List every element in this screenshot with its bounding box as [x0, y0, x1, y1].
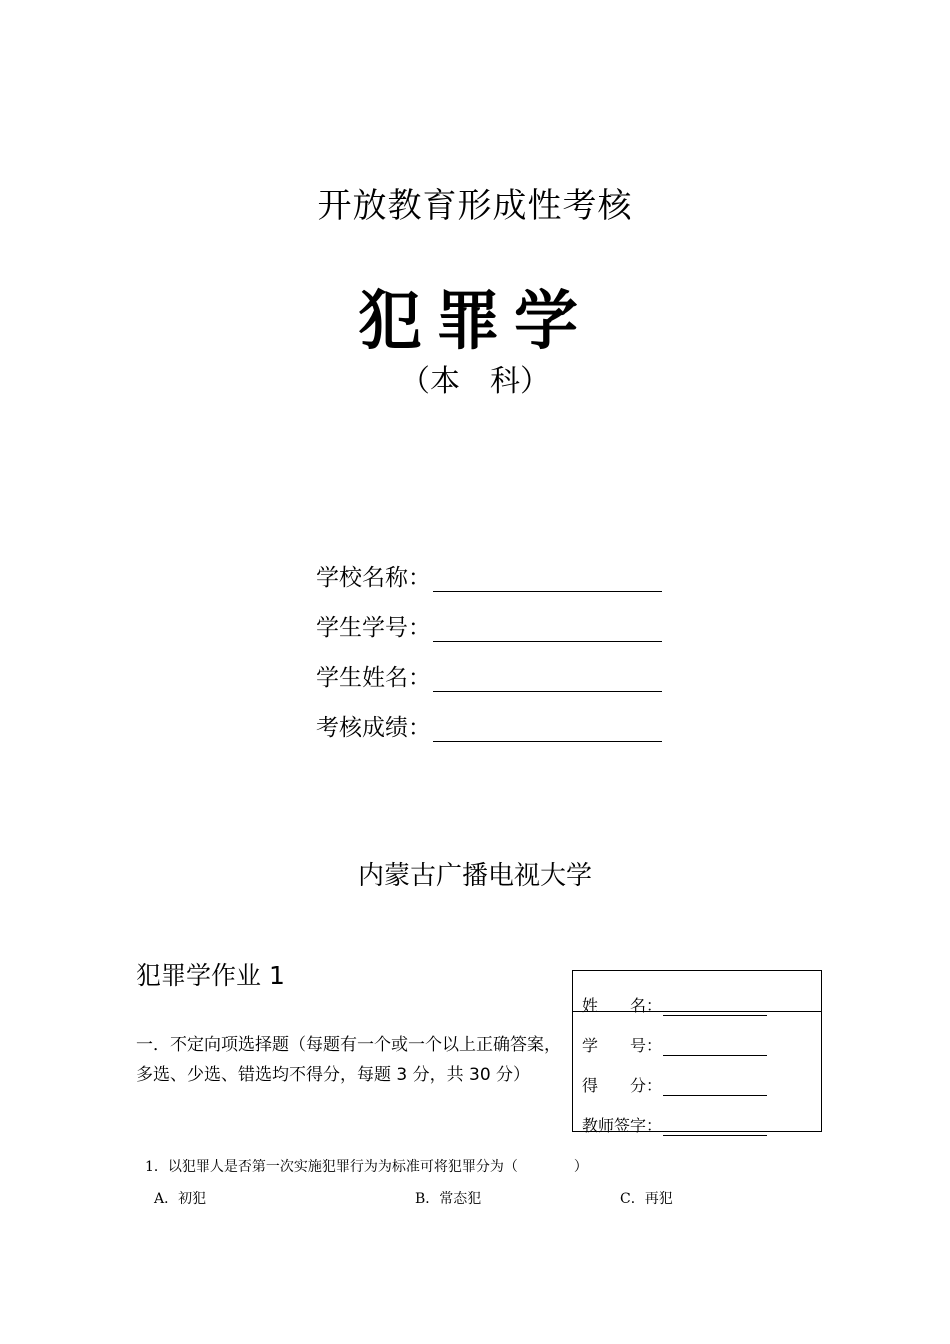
- score-box-score-blank[interactable]: [663, 1078, 767, 1096]
- student-name-label: 学生姓名：: [316, 665, 431, 691]
- question-1-close-paren: ）: [573, 1159, 588, 1175]
- score-field: [316, 706, 662, 742]
- university-name: 内蒙古广播电视大学: [357, 861, 592, 891]
- score-box-id-row: [582, 1033, 767, 1056]
- student-id-field: [316, 606, 662, 642]
- option-b: B．常态犯: [415, 1191, 482, 1207]
- main-title: 开放教育形成性考核: [317, 186, 633, 226]
- section-heading: 一．不定向项选择题（每题有一个或一个以上正确答案，多选、少选、错选均不得分，每题 3 分，共 30 分）: [136, 1035, 561, 1085]
- school-name-label: 学校名称：: [316, 565, 431, 591]
- student-name-field: [316, 656, 662, 692]
- assignment-title: 犯罪学作业 1: [136, 961, 285, 990]
- score-box-teacher-row: [582, 1113, 767, 1136]
- question-1-text: 1．以犯罪人是否第一次实施犯罪行为为标准可将犯罪分为（: [145, 1159, 518, 1175]
- school-name-blank[interactable]: [433, 565, 662, 592]
- option-c: C．再犯: [620, 1191, 673, 1207]
- question-1: [145, 1156, 588, 1176]
- student-id-blank[interactable]: [433, 615, 662, 642]
- student-name-blank[interactable]: [433, 665, 662, 692]
- score-box-name-label: 姓 名：: [582, 996, 663, 1015]
- score-blank[interactable]: [433, 715, 662, 742]
- option-a: A．初犯: [154, 1191, 207, 1207]
- score-box-score-label: 得 分：: [582, 1076, 663, 1095]
- score-box-id-label: 学 号：: [582, 1036, 663, 1055]
- score-box-score-row: [582, 1073, 767, 1096]
- score-box-id-blank[interactable]: [663, 1038, 767, 1056]
- student-id-label: 学生学号：: [316, 615, 431, 641]
- score-label: 考核成绩：: [316, 715, 431, 741]
- score-box-teacher-blank[interactable]: [663, 1118, 767, 1136]
- course-title: 犯罪学: [358, 284, 592, 359]
- school-name-field: [316, 556, 662, 592]
- score-box-name-blank[interactable]: [663, 998, 767, 1016]
- score-box-name-row: [582, 993, 767, 1016]
- level-label: （本 科）: [400, 364, 550, 399]
- score-box-teacher-label: 教师签字：: [582, 1116, 663, 1135]
- score-box: [572, 970, 822, 1135]
